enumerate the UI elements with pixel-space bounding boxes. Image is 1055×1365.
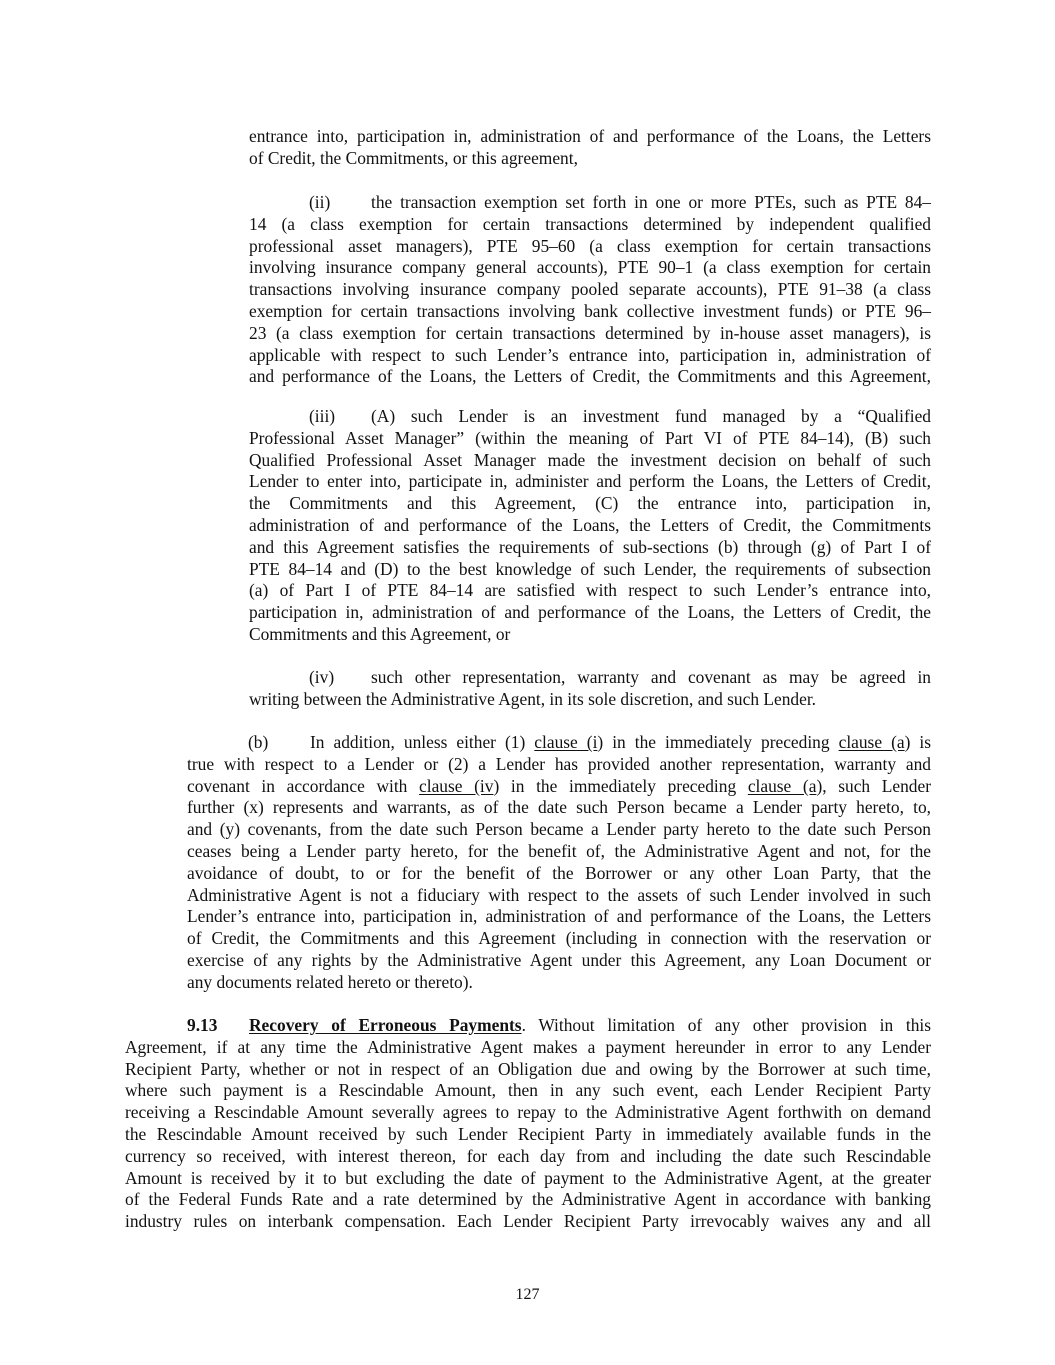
text-line: involving insurance company general accounts), PTE 90–1 (a class exemption for certain — [249, 257, 931, 278]
text-line: Amount is received by it to but excluding the date of payment to the Administrative Agent, at the greater — [125, 1167, 931, 1188]
text-line-content: such other representation, warranty and covenant as may be agreed in — [371, 667, 931, 687]
text-run: In addition, unless either (1) — [310, 732, 535, 752]
text-line: Agreement, if at any time the Administrative Agent makes a payment hereunder in error to any Lender — [125, 1036, 931, 1057]
clause-b-paragraph — [187, 732, 931, 994]
text-line — [249, 667, 931, 689]
continuation-paragraph — [249, 126, 931, 170]
clause-label: (ii) — [309, 192, 331, 212]
clause-i-reference-link[interactable]: clause (i — [534, 732, 598, 752]
clause-iv-paragraph — [249, 667, 931, 711]
text-run: ) in the immediately preceding — [493, 775, 748, 796]
text-run: ) is — [904, 732, 932, 752]
text-line: of Credit, the Commitments, or this agreement, — [249, 147, 578, 168]
text-line: industry rules on interbank compensation. Each Lender Recipient Party irrevocably waives any and all — [125, 1211, 931, 1232]
text-line: Commitments and this Agreement, or — [249, 623, 511, 644]
text-line: (a) of Part I of PTE 84–14 are satisfied with respect to such Lender’s entrance into, — [249, 580, 931, 601]
text-line: professional asset managers), PTE 95–60 (a class exemption for certain transactions — [249, 235, 931, 256]
clause-iv-reference-link[interactable]: clause (iv — [419, 775, 494, 796]
text-line: administration of and performance of the Loans, the Letters of Credit, the Commitments — [249, 514, 931, 535]
clause-label: (b) — [248, 732, 269, 752]
clause-a-reference-link[interactable]: clause (a — [747, 775, 817, 796]
text-line: and (y) covenants, from the date such Person became a Lender party hereto to the date such Person — [187, 819, 931, 840]
text-line: exercise of any rights by the Administrative Agent under this Agreement, any Loan Document or — [187, 949, 931, 970]
text-run: covenant in accordance with — [187, 775, 420, 796]
clause-ii-paragraph — [249, 192, 931, 388]
clause-iii-paragraph — [249, 406, 931, 646]
text-line: avoidance of doubt, to or for the benefit of the Borrower or any other Loan Party, that the — [187, 862, 931, 883]
text-line: PTE 84–14 and (D) to the best knowledge of such Lender, the requirements of subsection — [249, 558, 931, 579]
text-line: participation in, administration of and performance of the Loans, the Letters of Credit, the — [249, 602, 931, 623]
text-line: of the Federal Funds Rate and a rate determined by the Administrative Agent in accordance with banking — [125, 1189, 931, 1210]
section-9-13-paragraph — [125, 1015, 931, 1233]
clause-a-reference-link[interactable]: clause (a — [838, 732, 905, 752]
clause-label: (iv) — [309, 667, 335, 687]
text-line: 14 (a class exemption for certain transactions determined by independent qualified — [249, 213, 931, 234]
text-line: Lender’s entrance into, participation in, administration of and performance of the Loans, the Letters — [187, 906, 931, 927]
text-line: Recipient Party, whether or not in respect of an Obligation due and owing by the Borrower at such time, — [125, 1058, 931, 1079]
text-line: entrance into, participation in, administration of and performance of the Loans, the Letters — [249, 126, 931, 146]
text-line: and performance of the Loans, the Letters of Credit, the Commitments and this Agreement, — [249, 366, 931, 387]
section-number: 9.13 — [187, 1015, 218, 1035]
text-line-content — [249, 1015, 931, 1037]
text-line: Qualified Professional Asset Manager made the investment decision on behalf of such — [249, 449, 931, 470]
text-line — [249, 406, 931, 428]
text-line: receiving a Rescindable Amount severally agrees to repay to the Administrative Agent forthwith on demand — [125, 1102, 931, 1123]
text-line: ceases being a Lender party hereto, for the benefit of, the Administrative Agent and not, for the — [187, 840, 931, 861]
text-line — [187, 732, 931, 754]
text-line-content: (A) such Lender is an investment fund managed by a “Qualified — [371, 406, 931, 426]
text-line: of Credit, the Commitments and this Agreement (including in connection with the reservation or — [187, 928, 931, 949]
text-line: the Rescindable Amount received by such Lender Recipient Party in immediately available funds in the — [125, 1123, 931, 1144]
text-run: ) in the immediately preceding — [597, 732, 839, 752]
section-title: Recovery of Erroneous Payments — [249, 1015, 522, 1035]
text-line: 23 (a class exemption for certain transactions determined by in-house asset managers), is — [249, 322, 931, 343]
text-line-content — [310, 732, 931, 754]
text-line: the Commitments and this Agreement, (C) the entrance into, participation in, — [249, 493, 931, 514]
text-run: . Without limitation of any other provision in this — [521, 1015, 931, 1035]
text-line: transactions involving insurance company pooled separate accounts), PTE 91–38 (a class — [249, 279, 931, 300]
clause-label: (iii) — [309, 406, 336, 426]
text-line — [187, 776, 931, 798]
text-line: and this Agreement satisfies the requirements of sub-sections (b) through (g) of Part I of — [249, 536, 931, 557]
text-line: currency so received, with interest thereon, for each day from and including the date such Rescindable — [125, 1145, 931, 1166]
text-line: exemption for certain transactions involving bank collective investment funds) or PTE 96– — [249, 300, 931, 321]
text-line: true with respect to a Lender or (2) a Lender has provided another representation, warranty and — [187, 753, 931, 774]
section-heading-line — [125, 1015, 931, 1037]
text-line: Professional Asset Manager” (within the meaning of Part VI of PTE 84–14), (B) such — [249, 427, 931, 448]
text-line: Lender to enter into, participate in, administer and perform the Loans, the Letters of Credit, — [249, 471, 931, 492]
text-line: any documents related hereto or thereto). — [187, 971, 473, 992]
text-run: ), such Lender — [816, 775, 932, 796]
text-line: further (x) represents and warrants, as of the date such Person became a Lender party hereto, to, — [187, 797, 931, 818]
text-line: writing between the Administrative Agent, in its sole discretion, and such Lender. — [249, 688, 817, 709]
text-line: Administrative Agent is not a fiduciary with respect to the assets of such Lender involved in such — [187, 884, 931, 905]
text-line — [249, 192, 931, 214]
text-line-content: the transaction exemption set forth in one or more PTEs, such as PTE 84– — [371, 192, 931, 212]
page-number: 127 — [515, 1286, 540, 1303]
text-line: where such payment is a Rescindable Amount, then in any such event, each Lender Recipient Party — [125, 1080, 931, 1101]
text-line: applicable with respect to such Lender’s entrance into, participation in, administration of — [249, 344, 931, 365]
